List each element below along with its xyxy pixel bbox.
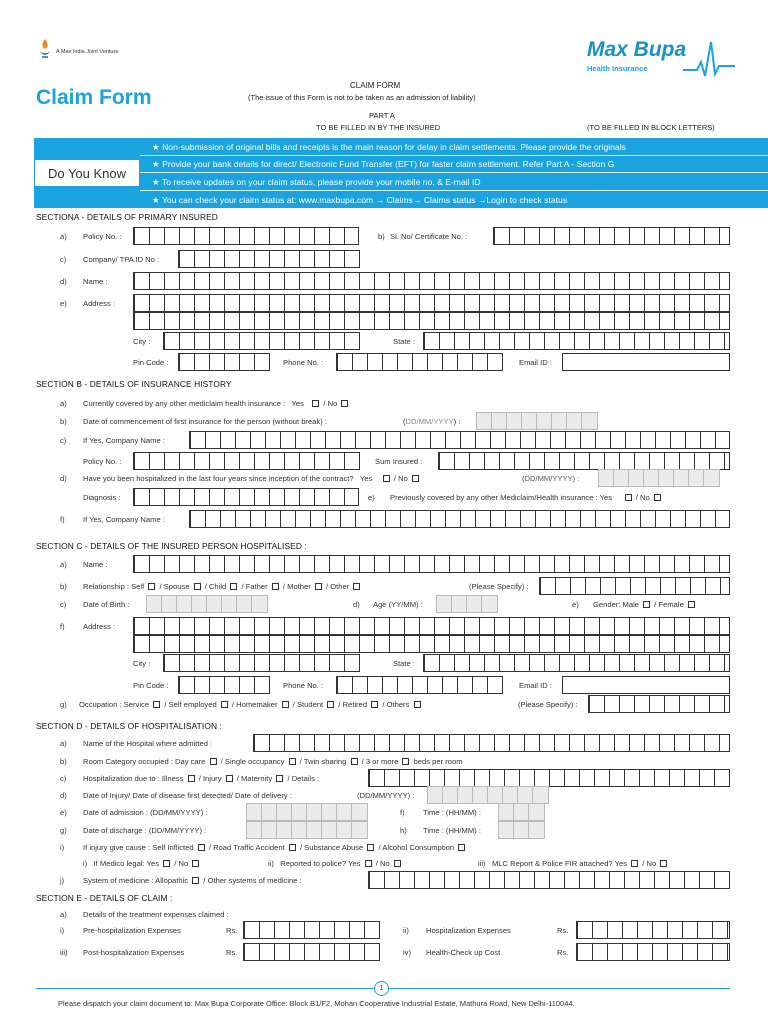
illness-text: Hospitalization due to : Illness [83,774,184,783]
other-checkbox[interactable] [353,583,360,590]
retired-checkbox[interactable] [371,701,378,708]
hospitalized-date-field[interactable] [598,469,720,487]
info-bullet-1-text: Non-submission of original bills and receipts is the main reason for delay in claim settlements. Please provide the originals [162,142,626,152]
item-label: b) [378,232,385,241]
hospitalization-details-field[interactable] [368,769,730,787]
no-text: / No [375,859,390,868]
claim-form-heading: CLAIM FORM [350,81,401,90]
item-label: c) [60,436,67,445]
police-row [268,859,403,869]
relationship-options [83,582,362,592]
jv-text: A Max India Joint Venture [56,49,119,55]
date-format-text: DD/MM/YYYY) : [524,474,580,483]
block-letters-label: (TO BE FILLED IN BLOCK LETTERS) [587,123,715,132]
diagnosis-field[interactable] [133,488,359,506]
twin-checkbox[interactable] [351,758,358,765]
previously-covered-question [390,493,663,503]
rs-label: Rs. [226,926,238,935]
allopathic-checkbox[interactable] [192,877,199,884]
no-text: / No [393,474,408,483]
max-india-logo-icon [38,38,52,60]
date-injury-field[interactable] [427,786,549,804]
specify-label: (Please Specify) : [518,700,578,709]
page-number-badge [374,981,389,996]
prev-company-2-label: If Yes, Company Name : [83,515,165,524]
item-label: c) [60,600,67,609]
treatment-details-label: Details of the treatment expenses claimed : [83,910,229,919]
brand-sub: Health Insurance [587,64,648,73]
yes-text: Yes [291,399,304,408]
commencement-date-format: (DD/MM/YYYY) : [403,417,461,426]
post-hosp-amount-field[interactable] [243,943,380,961]
commencement-label: Date of commencement of first insurance for the person (without break) : [83,417,327,426]
service-text: Occupation : Service [79,700,150,709]
address-label: Address : [83,299,116,308]
item-label: i) [60,843,65,852]
info-bullet-2: ★ Provide your bank details for direct/ Electronic Fund Transfer (EFT) for faster claim settlement. Refer Part A - Section G [152,159,615,169]
item-label: f) [60,622,65,631]
patient-address-line-2[interactable] [133,635,730,653]
injury-checkbox[interactable] [226,775,233,782]
do-you-know-label: Do You Know [34,159,140,187]
mother-checkbox[interactable] [315,583,322,590]
student-text: / Student [292,700,324,709]
item-label: i) [83,859,88,868]
relationship-specify-field[interactable] [539,577,730,595]
hospital-name-label: Name of the Hospital where admitted : [83,739,213,748]
three-checkbox[interactable] [402,758,409,765]
name-field[interactable] [133,272,730,290]
medico-legal-text: If Medico legal: Yes [93,859,159,868]
rs-label: Rs. [557,948,569,957]
item-label: ii) [268,859,274,868]
item-label: f) [60,515,65,524]
police-yes-checkbox[interactable] [365,860,372,867]
item-label: a) [60,232,67,241]
item-label: a) [60,739,67,748]
male-checkbox[interactable] [643,601,650,608]
item-label: i) [60,926,65,935]
room-category-options [83,757,463,767]
prev-policy-field[interactable] [133,452,360,470]
single-checkbox[interactable] [289,758,296,765]
hospitalization-due-options [83,774,319,784]
no-text: / No [323,399,338,408]
date-injury-label: Date of Injury/ Date of disease first detected/ Date of delivery : [83,791,292,800]
item-label: a) [60,560,67,569]
patient-phone-field[interactable] [336,676,503,694]
father-text: / Father [241,582,268,591]
maternity-checkbox[interactable] [276,775,283,782]
info-bullet-2-text: Provide your bank details for direct/ Electronic Fund Transfer (EFT) for faster claim settlement. Refer Part A - Section G [162,159,615,169]
day-care-text: Room Category occupied : Day care [83,757,206,766]
diagnosis-label: Diagnosis : [83,493,121,502]
system-medicine-options [83,876,302,886]
prev-company-label: If Yes, Company Name : [83,436,165,445]
company-tpa-label: Company/ TPA ID No : [83,255,160,264]
item-label: iv) [403,948,412,957]
part-label: PART A [369,111,395,120]
patient-state-field[interactable] [423,654,730,672]
other-systems-field[interactable] [368,871,730,889]
discharge-time-field[interactable] [498,821,545,839]
age-field[interactable] [436,595,498,613]
item-label: b) [60,582,67,591]
discharge-date-field[interactable] [246,821,368,839]
details-text: / Details : [287,774,320,783]
gender-options [593,600,697,610]
admission-time-field[interactable] [498,803,545,821]
previously-covered-text: Previously covered by any other Mediclaim/Health insurance : [390,493,598,502]
item-label: iii) [60,948,68,957]
father-checkbox[interactable] [272,583,279,590]
post-hosp-label: Post-hospitalization Expenses [83,948,185,957]
substance-checkbox[interactable] [367,844,374,851]
hospitalized-date-format: (DD/MM/YYYY) : [522,474,580,483]
single-text: / Single occupancy [220,757,285,766]
item-label: b) [60,757,67,766]
patient-phone-label: Phone No. : [283,681,324,690]
yes-checkbox[interactable] [625,494,632,501]
medico-no-checkbox[interactable] [192,860,199,867]
item-label: h) [400,826,407,835]
occupation-options [79,700,423,710]
page-title: Claim Form [36,86,152,109]
item-label: a) [60,910,67,919]
homemaker-text: / Homemaker [231,700,278,709]
item-label: g) [60,826,67,835]
item-label: f) [400,808,405,817]
item-label: j) [60,876,65,885]
section-c-title: SECTION C - DETAILS OF THE INSURED PERSON HOSPITALISED : [36,541,307,551]
patient-email-label: Email ID : [519,681,552,690]
pre-hosp-amount-field[interactable] [243,921,380,939]
patient-pin-field[interactable] [178,676,270,694]
illness-checkbox[interactable] [188,775,195,782]
sum-insured-field[interactable] [438,452,730,470]
address-line-1[interactable] [133,294,730,312]
currently-covered-question [83,399,350,409]
patient-city-field[interactable] [163,654,360,672]
section-b-title: SECTION B - DETAILS OF INSURANCE HISTORY [36,379,232,389]
brand-name: Max Bupa [587,38,687,61]
date-format-text: (DD/MM/YYYY) : [357,791,415,800]
medico-legal-row [83,859,201,869]
to-be-filled-label: TO BE FILLED IN BY THE INSURED [316,123,441,132]
item-label: e) [368,493,375,502]
mlc-text: MLC Report & Police FIR attached? Yes [491,859,628,868]
item-label: e) [572,600,579,609]
dob-field[interactable] [146,595,268,613]
occupation-specify-field[interactable] [588,695,730,713]
day-care-checkbox[interactable] [210,758,217,765]
commencement-date-field[interactable] [476,412,598,430]
hosp-expenses-label: Hospitalization Expenses [426,926,511,935]
rs-label: Rs. [557,926,569,935]
student-checkbox[interactable] [327,701,334,708]
info-bullet-3: ★ To receive updates on your claim status, please provide your mobile no. & E-mail ID [152,177,481,187]
dispatch-address: Please dispatch your claim document to: Max Bupa Corporate Office: Block B1/F2, Mohan Cooperative Industrial Estate, Mathura Road, New Delhi-110044. [58,999,575,1008]
info-bullet-4: ★ You can check your claim status at: www.maxbupa.com → Claims→ Claims status →Login to check status [152,195,568,205]
email-field[interactable] [562,353,730,371]
alcohol-checkbox[interactable] [458,844,465,851]
self-inflicted-checkbox[interactable] [198,844,205,851]
heartbeat-logo-icon [683,40,735,80]
age-label: Age (YY/MM) : [373,600,423,609]
currently-covered-text: Currently covered by any other mediclaim health insurance : [83,399,286,408]
no-text: / No [642,859,657,868]
pin-code-label: Pin Code : [133,358,169,367]
item-label: iii) [478,859,486,868]
others-checkbox[interactable] [414,701,421,708]
patient-email-field[interactable] [562,676,730,694]
no-checkbox[interactable] [341,400,348,407]
section-a-title: SECTIONA - DETAILS OF PRIMARY INSURED [36,212,218,222]
phone-field[interactable] [336,353,503,371]
maternity-text: / Maternity [236,774,273,783]
info-bullet-3-text: To receive updates on your claim status, please provide your mobile no. & E-mail ID [161,177,481,187]
mlc-no-checkbox[interactable] [660,860,667,867]
state-field[interactable] [423,332,730,350]
pre-hosp-label: Pre-hospitalization Expenses [83,926,181,935]
self-employed-text: / Self employed [164,700,217,709]
medico-yes-checkbox[interactable] [163,860,170,867]
patient-city-label: City : [133,659,151,668]
sum-insured-label: Sum Insured : [375,457,423,466]
info-bullet-1: ★ Non-submission of original bills and receipts is the main reason for delay in claim settlements. Please provide the originals [152,142,626,152]
patient-pin-label: Pin Code : [133,681,169,690]
beds-text: beds per room [413,757,463,766]
item-label: ii) [403,926,409,935]
email-label: Email ID : [519,358,552,367]
item-label: e) [60,299,67,308]
mlc-row [478,859,669,869]
dob-label: Date of Birth : [83,600,130,609]
twin-text: / Twin sharing [299,757,347,766]
item-label: d) [60,791,67,800]
item-label: d) [60,277,67,286]
allopathic-text: System of medicine : Allopathic [83,876,189,885]
specify-label: (Please Specify) : [469,582,529,591]
female-text: / Female [654,600,684,609]
admission-date-field[interactable] [246,803,368,821]
injury-text: / Injury [198,774,222,783]
no-text: / No [635,493,650,502]
state-label: State : [393,337,415,346]
page-number: 1 [379,985,384,992]
checkup-cost-field[interactable] [576,943,730,961]
company-tpa-field[interactable] [178,250,360,268]
item-label: a) [60,399,67,408]
others-text: / Others [382,700,410,709]
address-line-2[interactable] [133,312,730,330]
yes-text: Yes [359,474,373,483]
mlc-yes-checkbox[interactable] [631,860,638,867]
phone-label: Phone No. : [283,358,324,367]
city-field[interactable] [163,332,360,350]
child-checkbox[interactable] [230,583,237,590]
police-no-checkbox[interactable] [394,860,401,867]
patient-name-field[interactable] [133,555,730,573]
prev-company-field[interactable] [189,431,730,449]
patient-address-label: Address : [83,622,116,631]
mother-text: / Mother [282,582,311,591]
spouse-checkbox[interactable] [194,583,201,590]
prev-policy-label: Policy No. : [83,457,122,466]
self-inflicted-text: If injury give cause : Self Inflicted [83,843,194,852]
hospitalized-question [83,474,421,484]
retired-text: / Retired [338,700,368,709]
alcohol-text: / Alcohol Consumption [378,843,455,852]
item-label: d) [353,600,360,609]
section-d-title: SECTION D - DETAILS OF HOSPITALISATION : [36,721,222,731]
item-label: e) [60,808,67,817]
admission-date-label: Date of admission : (DD/MM/YYYY) : [83,808,208,817]
no-text: / No [174,859,189,868]
info-bullet-4-text: You can check your claim status at: www.maxbupa.com → Claims→ Claims status →Login to check status [161,195,568,205]
hosp-expenses-field[interactable] [576,921,730,939]
certificate-no-label: Sl. No/ Certificate No. : [390,232,468,241]
item-label: c) [60,255,67,264]
liability-note: (The issue of this Form is not to be taken as an admission of liability) [248,93,476,102]
policy-no-label: Policy No. : [83,232,122,241]
rta-text: / Road Traffic Accident [208,843,285,852]
hospitalized-text: Have you been hospitalized in the last four years since inception of the contract? [83,474,354,483]
item-label: b) [60,417,67,426]
patient-address-line-1[interactable] [133,617,730,635]
date-format-text: DD/MM/YYYY [405,417,454,426]
checkup-cost-label: Health-Check up Cost [426,948,501,957]
yes-checkbox[interactable] [312,400,319,407]
child-text: / Child [204,582,227,591]
no-checkbox[interactable] [654,494,661,501]
admission-time-label: Time : (HH/MM) : [423,808,481,817]
hospital-name-field[interactable] [253,734,730,752]
discharge-time-label: Time : (HH/MM) : [423,826,481,835]
city-label: City : [133,337,151,346]
police-text: Reported to police? Yes [280,859,361,868]
self-checkbox[interactable] [148,583,155,590]
service-checkbox[interactable] [153,701,160,708]
no-checkbox[interactable] [412,475,419,482]
relationship-text: Relationship : Self [83,582,145,591]
item-label: g) [60,700,67,709]
patient-state-label: State : [393,659,415,668]
info-band [140,138,768,208]
female-checkbox[interactable] [688,601,695,608]
spouse-text: / Spouse [159,582,190,591]
yes-text: Yes [599,493,613,502]
prev-company-2-field[interactable] [189,510,730,528]
other-text: / Other [326,582,350,591]
item-label: d) [60,474,67,483]
item-label: c) [60,774,67,783]
yes-checkbox[interactable] [383,475,390,482]
self-employed-checkbox[interactable] [221,701,228,708]
substance-text: / Substance Abuse [299,843,364,852]
pin-code-field[interactable] [178,353,270,371]
rs-label: Rs. [226,948,238,957]
certificate-no-field[interactable] [493,227,730,245]
injury-cause-options [83,843,467,853]
name-label: Name : [83,277,108,286]
three-text: / 3 or more [361,757,399,766]
other-systems-text: / Other systems of medicine : [203,876,302,885]
policy-no-field[interactable] [133,227,359,245]
rta-checkbox[interactable] [289,844,296,851]
discharge-date-label: Date of discharge : (DD/MM/YYYY) : [83,826,207,835]
patient-name-label: Name : [83,560,108,569]
section-e-title: SECTION E - DETAILS OF CLAIM : [36,893,173,903]
homemaker-checkbox[interactable] [282,701,289,708]
male-text: Gender: Male [593,600,640,609]
